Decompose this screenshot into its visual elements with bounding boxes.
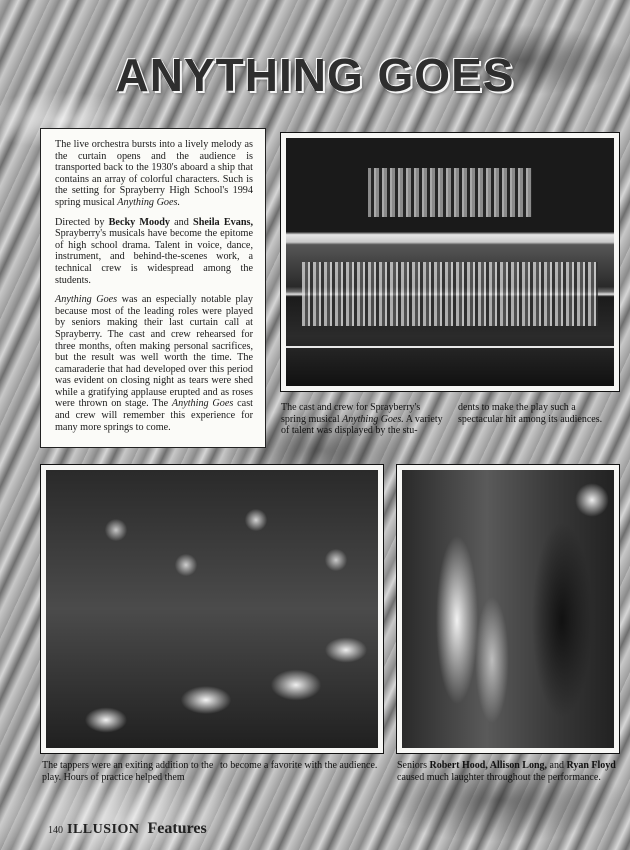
story-text-box [40,128,266,448]
seniors-image [402,470,614,748]
page-footer [48,820,207,838]
seniors-photo [396,464,620,754]
cast-caption-left: The cast and crew for Sprayberry's spring musical Anything Goes. A variety of talent was displayed by the stu- [281,402,443,436]
section-label: Features [147,820,207,837]
story-paragraph: Directed by Becky Moody and Sheila Evans, Sprayberry's musicals have become the epitome of high school drama. Talent in voice, dance, instrument, and behind-the-scenes work, a technical crew is widespread among the students. [55,216,253,286]
cast-group-photo [280,132,620,392]
publication-logo: ILLUSION [67,822,140,837]
page-title: ANYTHING GOES [115,49,515,101]
tappers-image [46,470,378,748]
tappers-caption-left: The tappers were an exiting addition to the play. Hours of practice helped them [42,760,214,783]
story-paragraph: Anything Goes was an especially notable play because most of the leading roles were played by seniors making their last curtain call at Sprayberry. The cast and crew rehearsed for three months, often making personal sacrifices, but the result was well worth the time. The camaraderie that had developed over this period was evident on closing night as tears were shed while a gratifying applause erupted and as roses were thrown on stage. The Anything Goes cast and crew will remember this experience for many more springs to come. [55,294,254,433]
stage-image [286,138,614,386]
page-number: 140 [48,825,63,836]
tappers-photo [40,464,384,754]
tappers-caption-right: to become a favorite with the audience. [220,760,378,771]
story-paragraph: The live orchestra bursts into a lively melody as the curtain opens and the audience is transported back to the 1930's aboard a ship that contains an array of colorful characters. Such is the setting for Sprayberry High School's 1994 spring musical Anything Goes. [55,139,253,208]
cast-caption-right: dents to make the play such a spectacular hit among its audiences. [458,402,603,425]
seniors-caption: Seniors Robert Hood, Allison Long, and Ryan Floyd caused much laughter throughout the performance. [397,760,616,783]
